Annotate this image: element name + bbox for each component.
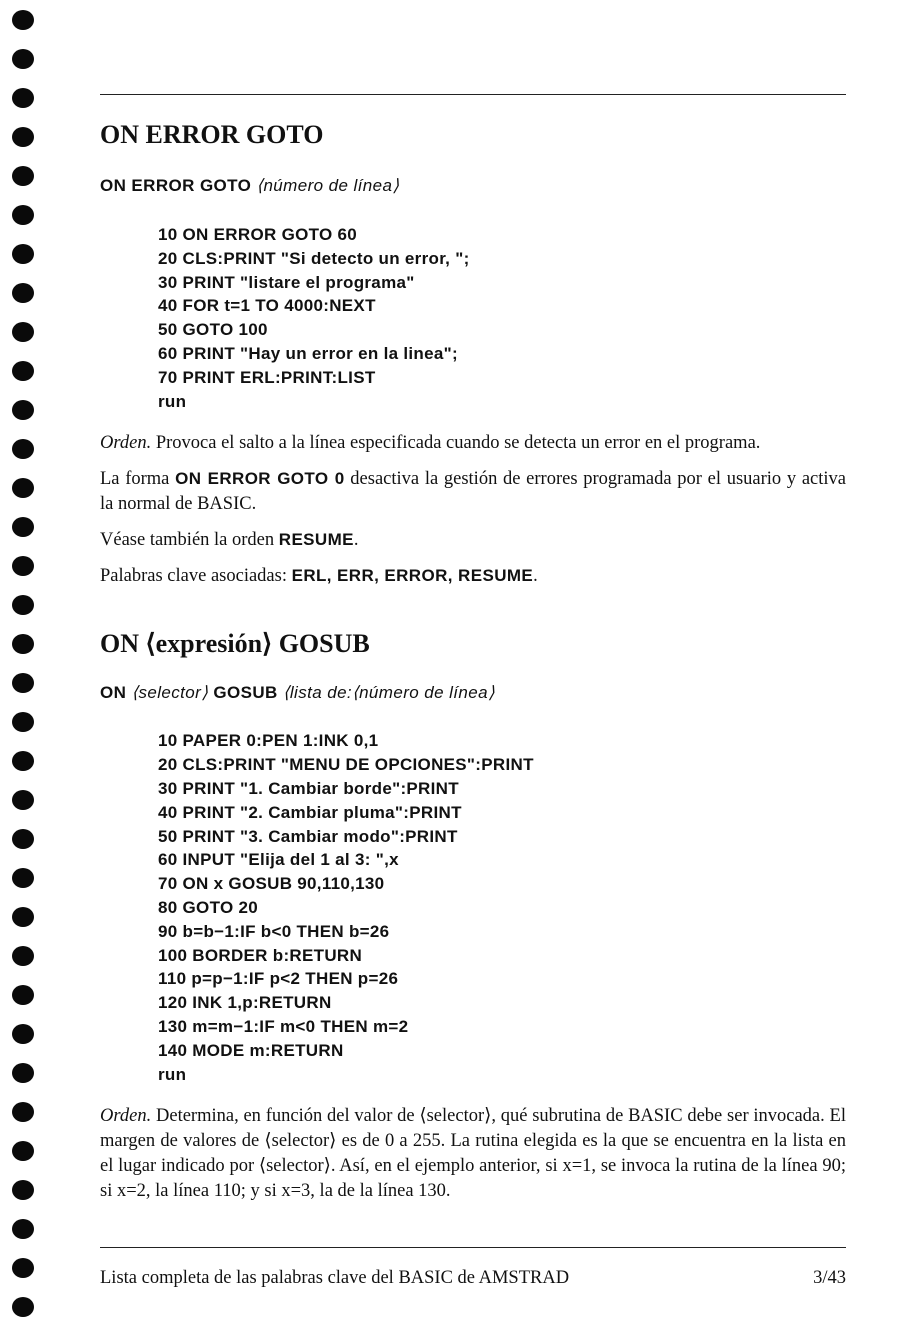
binder-hole <box>12 10 34 30</box>
code-line: 110 p=p−1:IF p<2 THEN p=26 <box>158 969 399 989</box>
code-line: run <box>158 1064 187 1084</box>
footer-title: Lista completa de las palabras clave del BASIC de AMSTRAD <box>100 1268 570 1288</box>
paragraph-text: . <box>353 530 359 551</box>
paragraph-description <box>100 431 846 456</box>
syntax-argument: ⟨lista de:⟨número de línea⟩ <box>282 683 495 703</box>
code-line: 40 FOR t=1 TO 4000:NEXT <box>158 296 376 316</box>
paragraph-text: Provoca el salto a la línea especificada cuando se detecta un error en el programa. <box>151 433 761 454</box>
syntax-argument: ⟨selector⟩ <box>131 683 209 703</box>
binder-hole <box>12 751 34 771</box>
code-line: 130 m=m−1:IF m<0 THEN m=2 <box>158 1016 409 1036</box>
syntax-keyword: ON <box>100 683 132 703</box>
code-line: 10 PAPER 0:PEN 1:INK 0,1 <box>158 731 379 751</box>
binder-hole <box>12 478 34 498</box>
binder-hole <box>12 556 34 576</box>
code-line: 120 INK 1,p:RETURN <box>158 993 332 1013</box>
binder-hole <box>12 634 34 654</box>
paragraph-see-also <box>100 527 846 553</box>
code-line: 70 PRINT ERL:PRINT:LIST <box>158 367 376 387</box>
paragraph-text: Véase también la orden <box>100 530 279 551</box>
code-line: 10 ON ERROR GOTO 60 <box>158 225 358 244</box>
paragraph-related-keywords <box>100 563 846 589</box>
binder-holes <box>12 0 36 1334</box>
binder-hole <box>12 595 34 615</box>
binder-hole <box>12 1180 34 1200</box>
paragraph-lead: Orden. <box>100 1106 152 1127</box>
binder-hole <box>12 322 34 342</box>
binder-hole <box>12 88 34 108</box>
bottom-rule <box>100 1247 846 1248</box>
page-number: 3/43 <box>813 1268 846 1288</box>
code-line: 30 PRINT "listare el programa" <box>158 272 415 292</box>
syntax-on-error-goto <box>100 174 846 198</box>
paragraph-description <box>100 1104 846 1204</box>
binder-hole <box>12 1141 34 1161</box>
code-line: 60 INPUT "Elija del 1 al 3: ",x <box>158 850 399 870</box>
paragraph-text: La forma <box>100 469 176 490</box>
code-line: 70 ON x GOSUB 90,110,130 <box>158 874 385 894</box>
binder-hole <box>12 1063 34 1083</box>
code-listing-on-gosub <box>158 729 846 1086</box>
code-line: 100 BORDER b:RETURN <box>158 945 363 965</box>
binder-hole <box>12 244 34 264</box>
code-line: 40 PRINT "2. Cambiar pluma":PRINT <box>158 802 462 822</box>
binder-hole <box>12 946 34 966</box>
binder-hole <box>12 400 34 420</box>
code-line: 80 GOTO 20 <box>158 897 259 917</box>
code-line: 20 CLS:PRINT "Si detecto un error, "; <box>158 248 470 268</box>
paragraph-text: Determina, en función del valor de ⟨selector⟩, qué subrutina de BASIC debe ser invocada. El margen de valores de ⟨selector⟩ es de 0 a 255. La rutina elegida es la que se encuentra en la lista en el lugar indicado por ⟨selector⟩. Así, en el ejemplo anterior, si x=1, se invoca la rutina de la línea 90; si x=2, la línea 110; y si x=3, la de la línea 130. <box>100 1106 846 1202</box>
inline-keyword: RESUME <box>278 530 354 550</box>
page-content <box>100 118 846 1204</box>
top-rule <box>100 94 846 95</box>
binder-hole <box>12 361 34 381</box>
binder-hole <box>12 985 34 1005</box>
paragraph-text: . <box>533 566 538 587</box>
binder-hole <box>12 1297 34 1317</box>
code-line: 90 b=b−1:IF b<0 THEN b=26 <box>158 921 390 941</box>
binder-hole <box>12 907 34 927</box>
binder-hole <box>12 439 34 459</box>
binder-hole <box>12 868 34 888</box>
inline-keyword: ON ERROR GOTO 0 <box>175 469 345 489</box>
binder-hole <box>12 517 34 537</box>
code-line: 140 MODE m:RETURN <box>158 1040 344 1060</box>
code-listing-on-error-goto <box>158 223 846 413</box>
binder-hole <box>12 127 34 147</box>
binder-hole <box>12 1024 34 1044</box>
paragraph-text: Palabras clave asociadas: <box>100 566 292 587</box>
paragraph-text: desactiva la gestión de errores programada por el usuario y activa la normal de BASIC. <box>100 469 846 515</box>
code-line: 30 PRINT "1. Cambiar borde":PRINT <box>158 778 459 798</box>
binder-hole <box>12 829 34 849</box>
binder-hole <box>12 49 34 69</box>
binder-hole <box>12 283 34 303</box>
binder-hole <box>12 205 34 225</box>
paragraph-lead: Orden. <box>100 433 152 454</box>
page-footer <box>100 1268 846 1289</box>
syntax-keyword: GOSUB <box>208 683 283 703</box>
paragraph-on-error-goto-0 <box>100 466 846 517</box>
inline-keyword: ERL, ERR, ERROR, RESUME <box>291 566 534 586</box>
section-title-on-gosub: ON ⟨expresión⟩ GOSUB <box>100 629 370 659</box>
binder-hole <box>12 1258 34 1278</box>
syntax-keyword: ON ERROR GOTO <box>100 176 252 195</box>
syntax-on-gosub <box>100 681 846 705</box>
code-line: 60 PRINT "Hay un error en la linea"; <box>158 343 458 363</box>
code-line: run <box>158 391 187 411</box>
binder-hole <box>12 712 34 732</box>
binder-hole <box>12 790 34 810</box>
code-line: 50 GOTO 100 <box>158 320 268 340</box>
section-title-on-error-goto: ON ERROR GOTO <box>100 120 324 149</box>
binder-hole <box>12 166 34 186</box>
binder-hole <box>12 1102 34 1122</box>
syntax-argument: ⟨número de línea⟩ <box>256 176 400 195</box>
binder-hole <box>12 1219 34 1239</box>
binder-hole <box>12 673 34 693</box>
code-line: 50 PRINT "3. Cambiar modo":PRINT <box>158 826 458 846</box>
code-line: 20 CLS:PRINT "MENU DE OPCIONES":PRINT <box>158 755 534 775</box>
